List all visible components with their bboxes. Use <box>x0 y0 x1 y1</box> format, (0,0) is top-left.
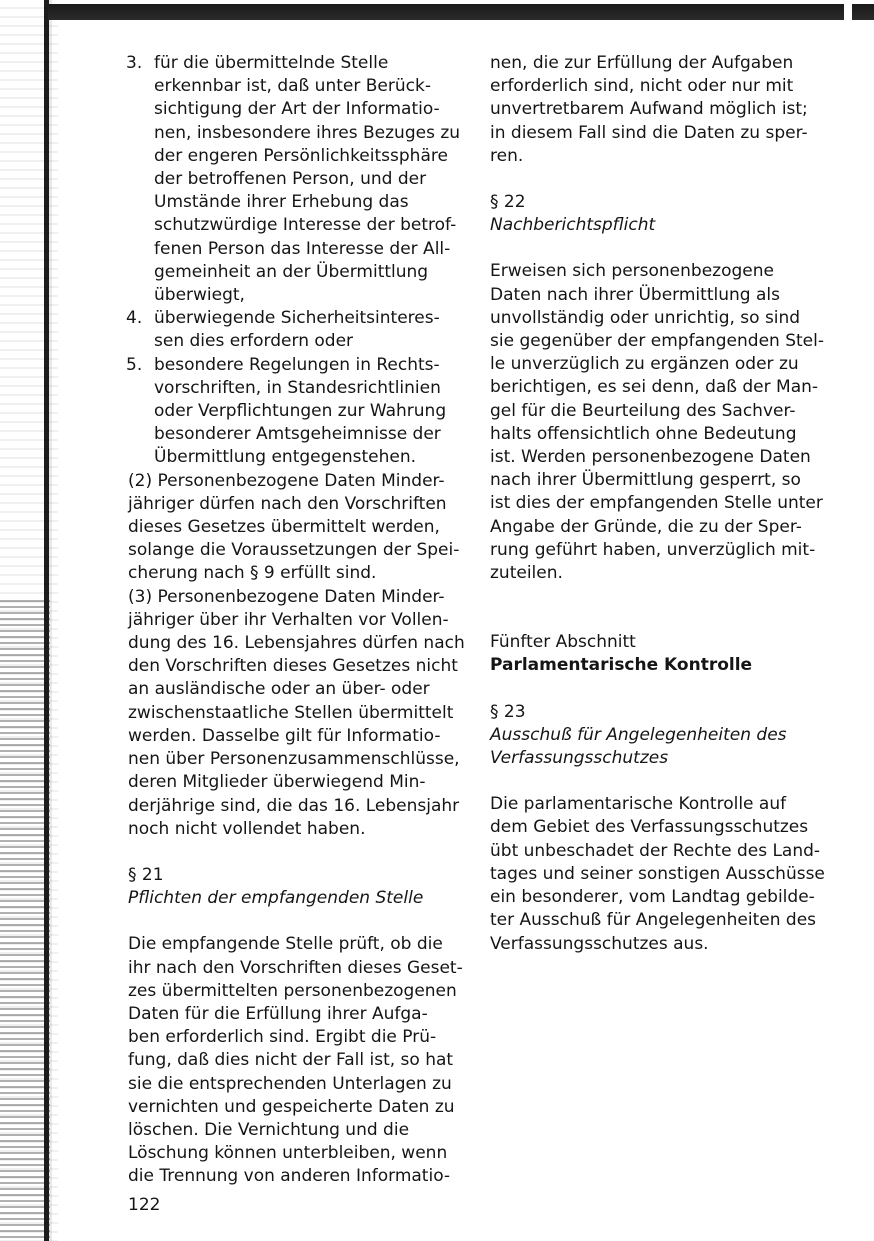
text-line: zuteilen. <box>490 563 563 584</box>
spacer <box>490 168 830 191</box>
text-line: Angabe der Gründe, die zu der Sper- <box>490 516 802 537</box>
section-22-number: § 22 <box>490 192 526 213</box>
text-line: unvollständig oder unrichtig, so sind <box>490 307 801 328</box>
section-23-title-line: Verfassungsschutzes <box>490 748 669 769</box>
text-line: jähriger dürfen nach den Vorschriften <box>128 493 447 514</box>
text-line: sen dies erfordern oder <box>154 331 354 352</box>
text-line: berichtigen, es sei denn, daß der Man- <box>490 377 819 398</box>
text-line: Verfassungsschutzes aus. <box>490 933 709 954</box>
text-line: überwiegt, <box>154 285 245 306</box>
text-line: Löschung können unterbleiben, wenn <box>128 1143 448 1164</box>
text-line: fung, daß dies nicht der Fall ist, so hat <box>128 1050 454 1071</box>
text-line: jähriger über ihr Verhalten vor Vollen- <box>128 609 449 630</box>
text-line: Umstände ihrer Erhebung das <box>154 192 409 213</box>
text-line: cherung nach § 9 erfüllt sind. <box>128 563 377 584</box>
text-line: dieses Gesetzes übermittelt werden, <box>128 517 440 538</box>
text-line: ist dies der empfangenden Stelle unter <box>490 493 823 514</box>
list-item-5 <box>128 354 468 470</box>
section-21-number: § 21 <box>128 864 164 885</box>
text-line: solange die Voraussetzungen der Spei- <box>128 540 460 561</box>
section-label: Fünfter Abschnitt <box>490 632 636 653</box>
scan-top-edge-shadow <box>48 4 874 20</box>
text-line: besondere Regelungen in Rechts- <box>154 354 440 375</box>
text-line: für die übermittelnde Stelle <box>154 53 389 73</box>
paragraph-3 <box>128 586 468 841</box>
right-column <box>490 52 830 956</box>
text-line: dem Gebiet des Verfassungsschutzes <box>490 817 809 838</box>
text-line: werden. Dasselbe gilt für Informatio- <box>128 725 441 746</box>
text-line: übt unbeschadet der Rechte des Land- <box>490 840 821 861</box>
spacer <box>128 841 468 864</box>
text-line: besonderer Amtsgeheimnisse der <box>154 424 441 445</box>
text-line: vernichten und gespeicherte Daten zu <box>128 1096 455 1117</box>
section-21-title: Pflichten der empfangenden Stelle <box>128 888 424 909</box>
text-line: den Vorschriften dieses Gesetzes nicht <box>128 656 458 677</box>
section-22-body <box>490 260 830 585</box>
section-21-body <box>128 933 468 1188</box>
text-line: derjährige sind, die das 16. Lebensjahr <box>128 795 460 816</box>
text-line: ren. <box>490 145 524 166</box>
list-item-number: 3. <box>126 53 143 73</box>
text-line: sie die entsprechenden Unterlagen zu <box>128 1073 452 1094</box>
text-line: erforderlich sind, nicht oder nur mit <box>490 76 794 97</box>
continuation-paragraph <box>490 52 830 168</box>
section-title: Parlamentarische Kontrolle <box>490 655 753 676</box>
left-column <box>128 52 468 1189</box>
text-line: ben erforderlich sind. Ergibt die Prü- <box>128 1027 437 1048</box>
list-item-number: 5. <box>126 354 143 375</box>
section-23-body <box>490 793 830 955</box>
text-line: unvertretbarem Aufwand möglich ist; <box>490 99 808 120</box>
text-line: deren Mitglieder überwiegend Min- <box>128 772 426 793</box>
text-line: ist. Werden personenbezogene Daten <box>490 447 811 468</box>
text-line: überwiegende Sicherheitsinteres- <box>154 308 440 329</box>
text-line: Daten für die Erfüllung ihrer Aufga- <box>128 1003 428 1024</box>
text-line: nen, die zur Erfüllung der Aufgaben <box>490 53 794 73</box>
text-line: le unverzüglich zu ergänzen oder zu <box>490 354 799 375</box>
text-line: Die empfangende Stelle prüft, ob die <box>128 934 443 955</box>
text-line: Übermittlung entgegenstehen. <box>154 447 417 468</box>
text-line: Die parlamentarische Kontrolle auf <box>490 794 787 815</box>
text-line: dung des 16. Lebensjahres dürfen nach <box>128 633 465 654</box>
text-line: Daten nach ihrer Übermittlung als <box>490 284 780 305</box>
text-line: erkennbar ist, daß unter Berück- <box>154 76 431 97</box>
list-item-number: 4. <box>126 308 143 329</box>
text-line: zes übermittelten personenbezogenen <box>128 980 457 1001</box>
section-23-number: § 23 <box>490 701 526 722</box>
text-line: sie gegenüber der empfangenden Stel- <box>490 331 824 352</box>
text-line: gel für die Beurteilung des Sachver- <box>490 400 796 421</box>
spacer <box>490 237 830 260</box>
page-number: 122 <box>128 1195 161 1215</box>
text-line: tages und seiner sonstigen Ausschüsse <box>490 863 825 884</box>
spacer <box>490 678 830 701</box>
paragraph-2 <box>128 470 468 586</box>
text-line: vorschriften, in Standesrichtlinien <box>154 377 441 398</box>
text-line: (3) Personenbezogene Daten Minder- <box>128 586 445 607</box>
text-line: ter Ausschuß für Angelegenheiten des <box>490 910 817 931</box>
text-line: sichtigung der Art der Informatio- <box>154 99 440 120</box>
section-22-title: Nachberichtspflicht <box>490 215 656 236</box>
text-line: löschen. Die Vernichtung und die <box>128 1119 410 1140</box>
text-line: die Trennung von anderen Informatio- <box>128 1166 451 1187</box>
text-line: ihr nach den Vorschriften dieses Geset- <box>128 957 463 978</box>
text-line: zwischenstaatliche Stellen übermittelt <box>128 702 454 723</box>
section-23-title-line: Ausschuß für Angelegenheiten des <box>490 724 787 745</box>
text-line: nach ihrer Übermittlung gesperrt, so <box>490 470 801 491</box>
text-line: halts offensichtlich ohne Bedeutung <box>490 423 797 444</box>
text-line: der engeren Persönlichkeitssphäre <box>154 145 448 166</box>
text-line: nen über Personenzusammenschlüsse, <box>128 749 460 770</box>
spacer <box>490 770 830 793</box>
scanned-book-spine-edge <box>0 0 58 1241</box>
text-line: ein besonderer, vom Landtag gebilde- <box>490 887 815 908</box>
text-line: (2) Personenbezogene Daten Minder- <box>128 470 445 491</box>
text-line: der betroffenen Person, und der <box>154 169 427 190</box>
list-item-3 <box>128 52 468 307</box>
text-line: gemeinheit an der Übermittlung <box>154 261 429 282</box>
text-line: an ausländische oder an über- oder <box>128 679 430 700</box>
text-line: fenen Person das Interesse der All- <box>154 238 451 259</box>
text-line: Erweisen sich personenbezogene <box>490 261 774 282</box>
text-line: oder Verpflichtungen zur Wahrung <box>154 401 447 422</box>
text-line: in diesem Fall sind die Daten zu sper- <box>490 122 808 143</box>
text-line: schutzwürdige Interesse der betrof- <box>154 215 457 236</box>
text-line: rung geführt haben, unverzüglich mit- <box>490 539 816 560</box>
text-line: nen, insbesondere ihres Bezuges zu <box>154 122 461 143</box>
spacer <box>128 910 468 933</box>
spacer <box>490 585 830 631</box>
list-item-4 <box>128 307 468 353</box>
text-line: noch nicht vollendet haben. <box>128 818 366 839</box>
